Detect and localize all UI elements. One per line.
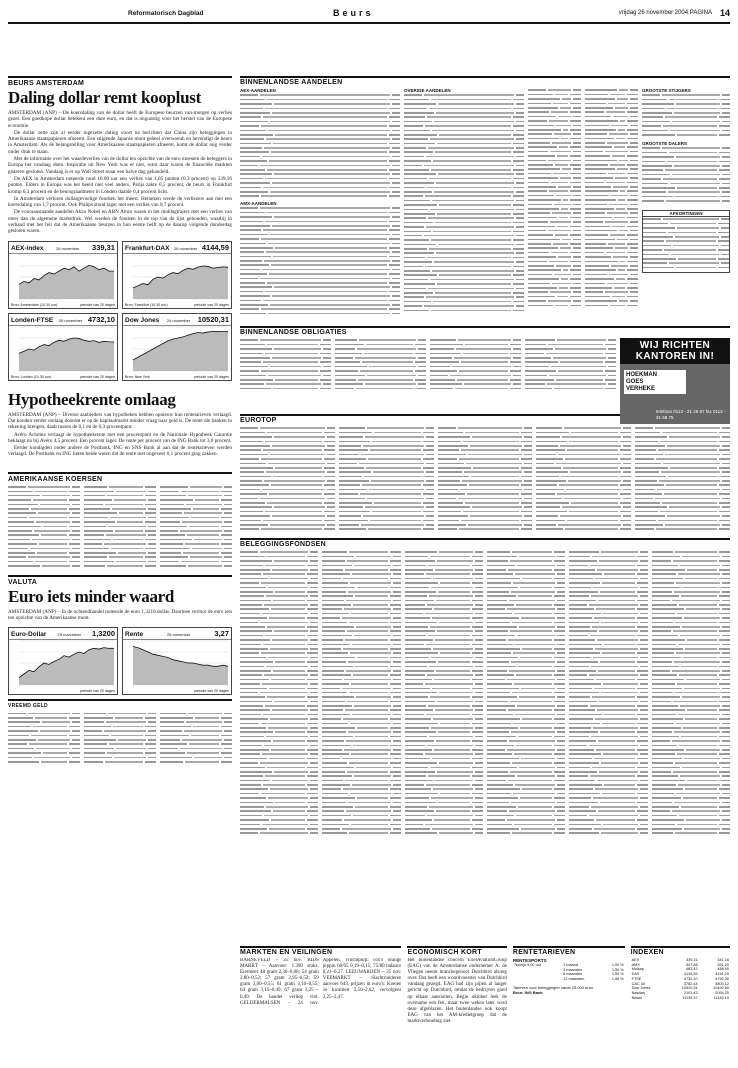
series-area (133, 647, 228, 686)
listing-row (438, 527, 533, 531)
chart-plot (9, 253, 117, 301)
chart-euro-dollar (8, 627, 118, 695)
chart-date: 24 november (166, 317, 191, 323)
chart-period: periode van 20 dagen (80, 302, 115, 307)
masthead (8, 6, 730, 20)
section-valuta: VALUTA (8, 575, 232, 586)
chart-period: periode van 20 dagen (80, 689, 115, 694)
chart-plot (123, 639, 231, 687)
chart-date: 25 november (57, 632, 81, 638)
section-beleggingsfondsen: BELEGGINGSFONDSEN (240, 538, 730, 548)
listing-row (525, 386, 616, 390)
article-paragraph: Eerder kondigden onder andere de Postbank, ING en SNS Bank al aan dat de rentetarieven werden verlaagd. De Postbank en ING lieten beide weten dat de rente met ongeveer 0,1 procent ging zakken. (8, 445, 232, 458)
listing-row (84, 564, 156, 568)
chart-name: Euro-Dollar (11, 631, 47, 639)
chart-footer (125, 375, 229, 379)
chart-plot (9, 325, 117, 373)
chart-footer (11, 375, 115, 379)
listing-row (240, 311, 400, 315)
article-paragraph: De vooraanstaande aandelen Akzo Nobel en ABN Amro waren in het middagtraject met een verlies van meer dan de algemene marktdruk. Wel werden de fondsen in de top van de lijst gehouden, waarbij in verband met het feit dat de Amerikaanse beurzen in hun eerste helft op de daarop volgende donderdag gesloten waren. (8, 209, 232, 235)
section-rentetarieven: RENTETARIEVEN (513, 946, 625, 956)
listing-row (322, 831, 400, 835)
section-amerikaanse-koersen: AMERIKAANSE KOERSEN (8, 472, 232, 483)
chart-value: 10520,31 (197, 314, 229, 324)
chart-value: 4144,59 (201, 242, 229, 252)
renten-table: Termijn 9,00 uur 1 maand 1,00 % 3 maanden 1,50 % 6 maanden 1,50 % 12 maanden 1,55 % (513, 963, 624, 982)
listing-row (339, 527, 434, 531)
index-charts (8, 241, 232, 381)
section-economisch: ECONOMISCH KORT (407, 946, 506, 956)
listing-row (84, 760, 156, 764)
chart-plot (123, 253, 231, 301)
listing-row (643, 265, 729, 269)
chart-value: 4732,10 (87, 314, 115, 324)
amx-label: AMX-AANDELEN (240, 201, 277, 206)
article-hypotheek (8, 412, 232, 458)
indexen-table: AEX 339,31 341,16 AMX 547,88 551,20 Midkap 483,42 488,90 DAX 4144,59 4151,20 FTSE 4732,10 4750,30 CAC 40 3782,44 3800,12 Dow Jones 10520,31 10492,60 Nasdaq 2101,43 2094,20 Nikkei 11139,37 11182,10 (631, 958, 730, 1000)
right-area (240, 76, 730, 840)
listing-row (652, 831, 730, 835)
article-paragraph: AMSTERDAM (ANP) – Diverse aanbieders van hypotheken hebben opnieuw hun rentetarieven verlaagd. Dat konden verder omlaag doordat er op de kapitaalmarkt minder vraag naar geld is. De rente die banken in rekening brengen, daalt tussen de 0,1 en de 0,3 procentpunt. (8, 411, 232, 431)
markten-col (240, 946, 401, 1066)
economisch-text: Het buitenlandse concern ExelAviationGroup (EAG) van de Amsterdamse ondernemer A. de Vliegen neemt branchegenoot Dutchbird alsnog over. Dat heeft een woordvoerster van Dutchbird vandaag gezegd. EAG had zijn pijlen al langer gericht op Dutchbird, omdat de bedrijven goed op elkaar aansluiten. Begin oktober leek de overname een feit, maar twee weken later werd deze afgeblazen. Het buitenlandse ook koopt EAG van het AM-kredietgroep dat de marktverhouding ziet. (407, 958, 507, 1024)
afkortingen-label: AFKORTINGEN (642, 210, 730, 217)
section-binnenlandse-obligaties: BINNENLANDSE OBLIGATIES (240, 326, 730, 336)
listing-row (642, 133, 730, 137)
renten-col (513, 946, 625, 1066)
chart-value: 3,27 (214, 629, 229, 639)
chart-name: Rente (125, 631, 144, 639)
renten-title: RENTESPORTS (512, 958, 547, 963)
stijgers-table (642, 93, 730, 141)
listing-row (585, 303, 638, 307)
markten-text: BARNEVELD – 25 nov. BIDS MARKT – Aanvoer: 1.390 stuks. Eiermeer 48 gram 2,30–0,08; 54 gram 2,80–0,52; 57 gram 2,95–0,52; 59 gram 3,00–0,55; 61 gram 3,10–0,55; 64 gram 3,15–0,49; 67 gram 3,25 – 0,49. De handel verliep vlot. GELDERMALSEN – 24 nov. Appelen, vruchtpulp: cox's orange pippin 60/65 0,19–0,15; 75/80 balance 0,21–0,27. LEEUWARDEN – 25 nov. VEEMARKT – Slachtrunderen aanvoer 643, prijzen in euro's: Koeien 1e kwaliteit 2,50–2,62, vervolgens 2,25–2,47. (240, 958, 402, 1006)
listing-row (240, 386, 331, 390)
listing-row (240, 194, 400, 198)
chart-source: Bron: Amsterdam (10.30 uur) (11, 302, 58, 307)
listing-row (635, 527, 730, 531)
renten-note: Tarieven voor beleggingen vanaf 25.000 euro. (512, 984, 595, 990)
overige-table (404, 93, 524, 317)
series-area (19, 265, 114, 299)
article-paragraph: Avéro Achmea verlaagt de hypotheekrente met een procentpunt en de Nationale Hypotheek Garantie beklaagt nu bij Avéro 4,5 procent. Een procent lager. De rente per procent van de ING Bank tot 3,0 procent. (8, 431, 232, 444)
chart-footer (11, 689, 115, 693)
listing-row (536, 527, 631, 531)
economisch-col (407, 946, 506, 1066)
section-title: Beurs (333, 8, 374, 18)
chart-footer (125, 303, 229, 307)
beleggingsfondsen-table (240, 550, 730, 840)
article-paragraph: In Amsterdam verloren dollargevoelige fondsen het meest. Heineken werde de verliezers aan met een koersdaling van 1,7 procent. Ook Philips stond lager met een verlies van 0,7 procent. (8, 195, 232, 209)
chart-value: 1,3200 (92, 629, 115, 639)
chart-dow (122, 313, 232, 381)
listing-row (642, 199, 730, 203)
aex-aandelen (240, 88, 400, 322)
dalers-table (642, 146, 730, 206)
chart-name: Frankfurt-DAX (125, 244, 170, 252)
obligaties-block (240, 338, 730, 420)
aandelen-block (240, 88, 730, 322)
aex-label: AEX-AANDELEN (240, 88, 276, 93)
chart-name: AEX-index (11, 244, 44, 252)
chart-name: Dow Jones (125, 316, 160, 324)
chart-date: 26 november (173, 245, 198, 251)
ad-photo (620, 364, 730, 424)
amerikaanse-koersen-table (8, 485, 232, 571)
chart-period: periode van 20 dagen (194, 374, 229, 379)
stijgers-label: GROOTSTE STIJGERS (642, 88, 691, 93)
overige-aandelen (404, 88, 524, 322)
renten-source: Bron: ING Bank (512, 989, 543, 995)
section-beurs-amsterdam: BEURS AMSTERDAM (8, 76, 232, 87)
listing-row (487, 831, 565, 835)
section-markten: MARKTEN EN VEILINGEN (240, 946, 401, 956)
listing-row (335, 386, 426, 390)
ad-title: WIJ RICHTEN KANTOREN IN! (635, 340, 715, 362)
bottom-row (240, 946, 730, 1066)
left-column (8, 76, 232, 765)
listing-row (528, 303, 581, 307)
headline-hypotheek: Hypotheekrente omlaag (8, 389, 176, 409)
chart-aex (8, 241, 118, 309)
chart-plot (9, 639, 117, 687)
listing-row (8, 760, 80, 764)
article-dollar (8, 110, 232, 235)
obligaties-table (240, 338, 616, 394)
chart-value: 339,31 (92, 242, 115, 252)
article-paragraph: Met de informatie over het waardeverlies van de dollar ten opzichte van de euro moesten de beleggers in Europa het vandaag doen. Inspiratie uit New York was er niet, want daar waren de financiële markten gisteren gesloten. Vandaag is er op Wall Street maar een halve dag gehandeld. (8, 156, 232, 175)
chart-date: 26 november (56, 245, 80, 251)
chart-period: periode van 20 dagen (80, 374, 115, 379)
listing-row (430, 386, 521, 390)
chart-rente (122, 627, 232, 695)
series-area (19, 648, 114, 685)
paper-name: Reformatorisch Dagblad (128, 9, 204, 17)
listing-row (569, 831, 647, 835)
indexen-col (631, 946, 730, 1066)
eurotop-table (240, 426, 730, 534)
article-paragraph: AMSTERDAM (ANP) – De koersdaling van de dollar heeft de Europese beurzen van-morgen op verlies gezet. Een goedkope dollar betekent een dure euro, en dat is ongunstig voor het herstel van de Europese economie. (8, 110, 232, 129)
page-number: 14 (719, 8, 730, 18)
lokale-table (528, 88, 638, 318)
headline-dollar: Daling dollar remt kooplust (8, 88, 201, 107)
listing-row (8, 564, 80, 568)
chart-ftse (8, 313, 118, 381)
series-area (133, 266, 228, 299)
chart-footer (11, 303, 115, 307)
chart-period: periode van 20 dagen (194, 302, 229, 307)
section-binnenlandse-aandelen: BINNENLANDSE AANDELEN (240, 76, 730, 86)
series-area (19, 338, 114, 371)
listing-row (404, 308, 524, 312)
listing-row (160, 760, 232, 764)
section-eurotop: EUROTOP (240, 414, 730, 424)
listing-row (240, 831, 318, 835)
chart-dax (122, 241, 232, 309)
currency-charts (8, 627, 232, 695)
dalers-label: GROOTSTE DALERS (642, 141, 688, 146)
vreemd-geld-table (8, 711, 232, 765)
chart-footer (125, 689, 229, 693)
chart-source: Bron: Londen (10.30 uur) (11, 374, 52, 379)
ad-logo: HOEKMAN GOES VERHEKE (624, 370, 686, 394)
article-euro: AMSTERDAM (ANP) – In de ochtendhandel noteerde de euro 1,3210 dollar. Daarmee verloor de euro iets ten opzichte van de Amerikaanse munt. (8, 608, 232, 622)
chart-period: periode van 20 dagen (194, 689, 229, 694)
chart-source: Bron: New York (125, 374, 150, 379)
aex-table (240, 93, 400, 201)
chart-plot (123, 325, 231, 373)
listing-row (240, 527, 335, 531)
listing-row (405, 831, 483, 835)
amx-table (240, 206, 400, 316)
afkortingen-box (642, 217, 730, 273)
section-indexen: INDEXEN (631, 946, 730, 956)
top-rule (8, 22, 730, 24)
ad-contact: telefoon 0113 - 21 29 87 fax 0113 - 21 58 75 (656, 409, 726, 420)
advertisement (620, 338, 730, 420)
listing-row (160, 564, 232, 568)
section-vreemd-geld: VREEMD GELD (8, 699, 232, 709)
chart-name: Londen-FTSE (11, 316, 54, 324)
stijgers-dalers (642, 88, 730, 322)
headline-euro: Euro iets minder waard (8, 586, 175, 606)
lokale-aandelen (528, 88, 638, 322)
article-paragraph: De AEX in Amsterdam noteerde rond 10.00 uur een verlies van 1,05 punten (0,3 procent) op 339,16 punten. Elders in Europa was het beeld niet veel anders. Parijs zakte 0,5 procent, de beurs in Frankfurt kromp 0,3 procent en de beursgraadmeter in Londen daalde 0,4 procent licht. (8, 175, 232, 195)
chart-source: Bron: Frankfurt (10.30 uur) (125, 302, 168, 307)
article-paragraph: De dollar zette zijn al eerder ingezette daling voort na berichten dat China zijn beleggingen in Amerikaanse staatspapieren afneemt. Een stijgende Japanse munt geheel overwoeuh en hevendigt de beurs in Amsterdam. Als de belangstelling voor Amerikaanse staatspapieren afneemt, komt de dollar nog verder onder druk te staan. (8, 129, 232, 155)
chart-date: 26 november (58, 317, 83, 323)
overige-label: OVERIGE AANDELEN (404, 88, 451, 93)
issue-date: vrijdag 26 november 2004 PAGINA (618, 10, 712, 16)
chart-date: 25 november (167, 632, 191, 638)
